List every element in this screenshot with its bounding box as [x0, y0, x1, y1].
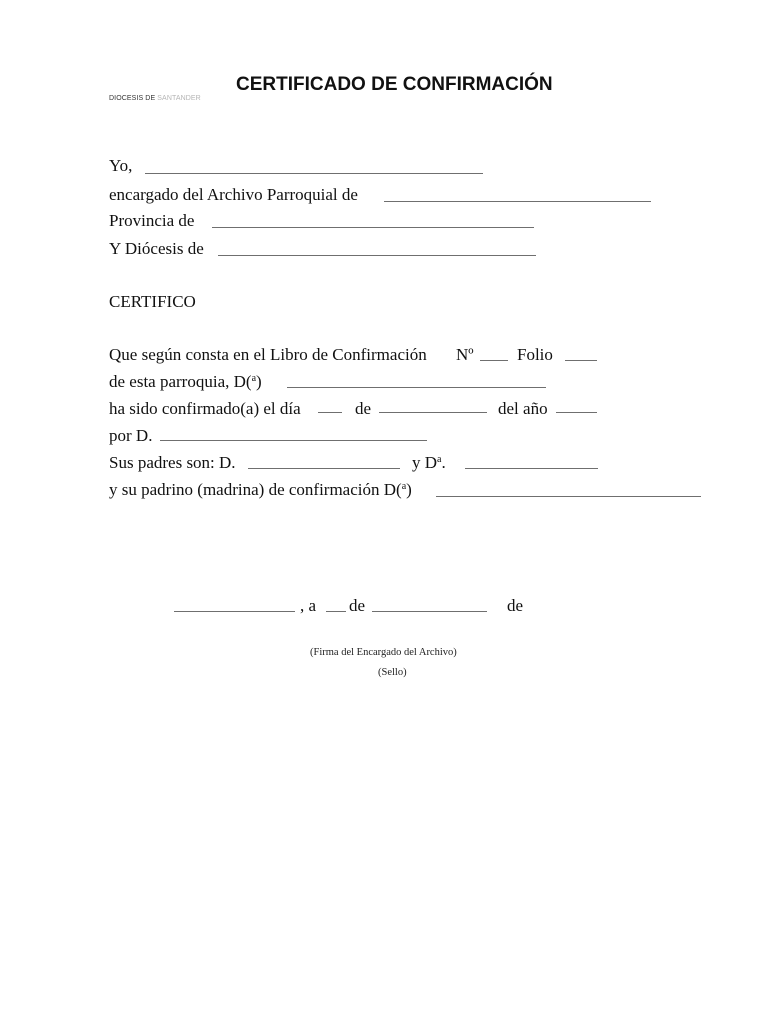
firma-caption: (Firma del Encargado del Archivo) — [310, 647, 457, 658]
folio-blank[interactable] — [565, 360, 597, 361]
madre-blank[interactable] — [465, 468, 598, 469]
madre-label: y $D^a$. — [412, 453, 446, 472]
parroquia-blank[interactable] — [384, 201, 651, 202]
document-title: CERTIFICADO DE CONFIRMACIÓN — [236, 74, 553, 95]
yo-name-blank[interactable] — [145, 173, 483, 174]
padrino-blank[interactable] — [436, 496, 701, 497]
diocese-name: SANTANDER — [157, 95, 201, 102]
lugar-blank[interactable] — [174, 611, 295, 612]
de-label-2: de — [507, 596, 524, 615]
certifico-heading: CERTIFICO — [109, 292, 196, 311]
confirmado-nombre-blank[interactable] — [287, 387, 546, 388]
por-label: por D. — [109, 426, 153, 445]
diocese-label — [109, 95, 201, 102]
fecha-mes-blank[interactable] — [372, 611, 487, 612]
libro-label: Que según consta en el Libro de Confirmación — [109, 345, 427, 364]
sello-caption: (Sello) — [378, 667, 407, 678]
folio-label: Folio — [517, 345, 553, 364]
padres-label: Sus padres son: D. — [109, 453, 236, 472]
a-label: , a — [300, 596, 317, 615]
padre-blank[interactable] — [248, 468, 400, 469]
del-anio-label: del año — [498, 399, 548, 418]
ministro-blank[interactable] — [160, 440, 427, 441]
provincia-label: Provincia de — [109, 211, 195, 230]
diocesis-blank[interactable] — [218, 255, 536, 256]
encargado-label: encargado del Archivo Parroquial de — [109, 185, 358, 204]
numero-label: Nº — [456, 345, 474, 364]
de-label-1: de — [349, 596, 366, 615]
de-label: de — [355, 399, 372, 418]
anio-blank[interactable] — [556, 412, 597, 413]
diocese-prefix: DIOCESIS DE — [109, 95, 156, 102]
dia-blank[interactable] — [318, 412, 342, 413]
fecha-dia-blank[interactable] — [326, 611, 346, 612]
padrino-label: y su padrino (madrina) de confirmación D($^a$) — [109, 480, 412, 499]
diocesis-label: Y Diócesis de — [109, 239, 204, 258]
numero-blank[interactable] — [480, 360, 508, 361]
parroquia-persona-label: de esta parroquia, D($^a$) — [109, 372, 262, 391]
yo-label: Yo, — [109, 156, 133, 175]
provincia-blank[interactable] — [212, 227, 534, 228]
confirmado-label: ha sido confirmado(a) el día — [109, 399, 301, 418]
mes-blank[interactable] — [379, 412, 487, 413]
